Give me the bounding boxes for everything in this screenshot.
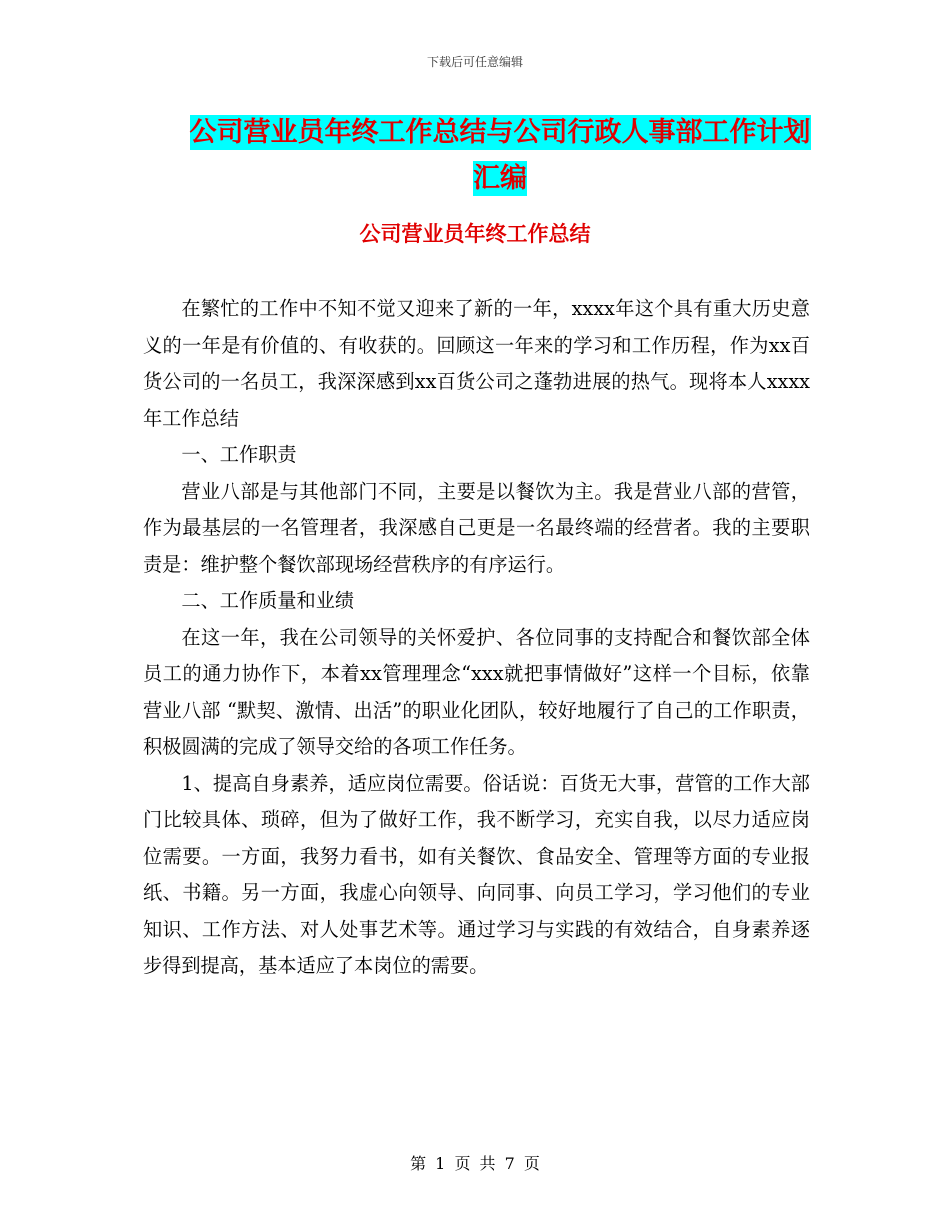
heading-work-quality: 二、工作质量和业绩 bbox=[181, 589, 355, 612]
document-title-line-2: 汇编 bbox=[473, 163, 527, 194]
paragraph-intro: 在繁忙的工作中不知不觉又迎来了新的一年，xxxx年这个具有重大历史意义的一年是有价值的、有收获的。回顾这一年来的学习和工作历程，作为xx百货公司的一名员工，我深深感到xx百货公司之蓬勃进展的热气。现将本人xxxx年工作总结 bbox=[143, 297, 810, 430]
paragraph-job-duties: 营业八部是与其他部门不同，主要是以餐饮为主。我是营业八部的营管，作为最基层的一名管理者，我深感自己更是一名最终端的经营者。我的主要职责是：维护整个餐饮部现场经营秩序的有序运行。 bbox=[143, 479, 810, 576]
document-body bbox=[143, 291, 810, 985]
section-title: 公司营业员年终工作总结 bbox=[359, 222, 591, 246]
document-title bbox=[140, 110, 860, 202]
header-note: 下载后可任意编辑 bbox=[426, 55, 523, 69]
paragraph-self-improvement: 1、提高自身素养，适应岗位需要。俗话说：百货无大事，营管的工作大部门比较具体、琐碎，但为了做好工作，我不断学习，充实自我，以尽力适应岗位需要。一方面，我努力看书，如有关餐饮、食品安全、管理等方面的专业报纸、书籍。另一方面，我虚心向领导、向同事、向员工学习，学习他们的专业知识、工作方法、对人处事艺术等。通过学习与实践的有效结合，自身素养逐步得到提高，基本适应了本岗位的需要。 bbox=[143, 771, 810, 977]
heading-job-duties: 一、工作职责 bbox=[181, 443, 297, 466]
document-title-line-1: 公司营业员年终工作总结与公司行政人事部工作计划 bbox=[189, 117, 811, 148]
paragraph-work-quality: 在这一年，我在公司领导的关怀爱护、各位同事的支持配合和餐饮部全体员工的通力协作下，本着xx管理理念“xxx就把事情做好”这样一个目标，依靠营业八部 “默契、激情、出活”的职业化团队，较好地履行了自己的工作职责，积极圆满的完成了领导交给的各项工作任务。 bbox=[143, 625, 810, 758]
page-number-footer: 第 1 页 共 7 页 bbox=[410, 1154, 540, 1173]
